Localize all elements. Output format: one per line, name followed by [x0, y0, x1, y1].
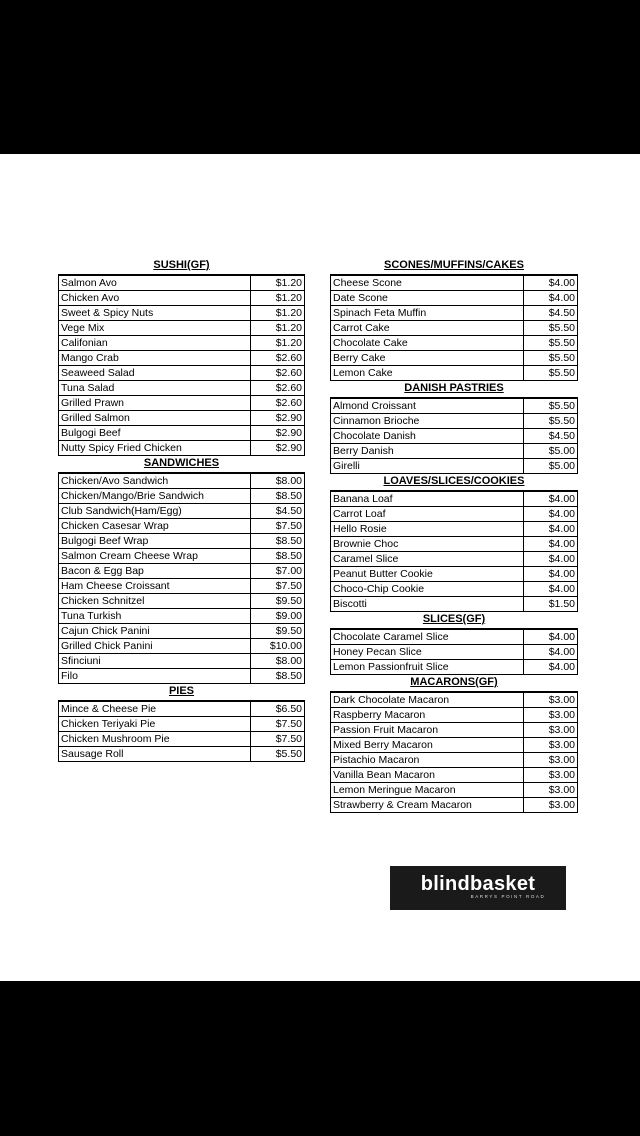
- item-name: Club Sandwich(Ham/Egg): [59, 504, 251, 519]
- menu-row: [331, 414, 578, 429]
- item-name: Sweet & Spicy Nuts: [59, 306, 251, 321]
- item-price: $9.50: [251, 624, 305, 639]
- item-price: $5.50: [524, 398, 578, 414]
- menu-row: [59, 747, 305, 762]
- item-name: Caramel Slice: [331, 552, 524, 567]
- item-price: $4.00: [524, 629, 578, 645]
- menu-row: [331, 597, 578, 612]
- item-name: Dark Chocolate Macaron: [331, 692, 524, 708]
- menu-row: [59, 717, 305, 732]
- item-name: Chicken/Mango/Brie Sandwich: [59, 489, 251, 504]
- item-name: Vege Mix: [59, 321, 251, 336]
- item-price: $4.00: [524, 567, 578, 582]
- item-price: $2.60: [251, 396, 305, 411]
- item-price: $4.00: [524, 491, 578, 507]
- menu-row: [59, 396, 305, 411]
- item-price: $2.90: [251, 441, 305, 456]
- menu-row: [59, 426, 305, 441]
- menu-row: [331, 582, 578, 597]
- menu-row: [59, 441, 305, 456]
- item-price: $3.00: [524, 708, 578, 723]
- menu-row: [59, 504, 305, 519]
- menu-row: [59, 701, 305, 717]
- item-name: Chicken Mushroom Pie: [59, 732, 251, 747]
- item-name: Pistachio Macaron: [331, 753, 524, 768]
- menu-row: [59, 321, 305, 336]
- item-price: $5.50: [524, 366, 578, 381]
- item-price: $4.50: [524, 429, 578, 444]
- menu-row: [331, 306, 578, 321]
- item-name: Hello Rosie: [331, 522, 524, 537]
- item-name: Strawberry & Cream Macaron: [331, 798, 524, 813]
- menu-row: [331, 783, 578, 798]
- menu-row: [331, 429, 578, 444]
- menu-column-right: [330, 258, 578, 813]
- item-name: Bulgogi Beef: [59, 426, 251, 441]
- item-name: Sausage Roll: [59, 747, 251, 762]
- item-price: $7.50: [251, 519, 305, 534]
- brand-logo: [390, 866, 566, 910]
- item-name: Berry Cake: [331, 351, 524, 366]
- item-price: $7.00: [251, 564, 305, 579]
- section-title-scones-muffins-cakes: SCONES/MUFFINS/CAKES: [384, 259, 524, 271]
- menu-table-loaves-slices-cookies: [330, 490, 578, 612]
- item-price: $9.00: [251, 609, 305, 624]
- item-name: Lemon Passionfruit Slice: [331, 660, 524, 675]
- item-name: Berry Danish: [331, 444, 524, 459]
- item-name: Cheese Scone: [331, 275, 524, 291]
- menu-row: [331, 336, 578, 351]
- menu-row: [59, 609, 305, 624]
- item-name: Chocolate Caramel Slice: [331, 629, 524, 645]
- section-title-loaves-slices-cookies: LOAVES/SLICES/COOKIES: [383, 475, 525, 487]
- item-name: Sfinciuni: [59, 654, 251, 669]
- item-price: $8.50: [251, 489, 305, 504]
- item-price: $1.50: [524, 597, 578, 612]
- item-price: $1.20: [251, 291, 305, 306]
- item-price: $8.50: [251, 534, 305, 549]
- item-name: Spinach Feta Muffin: [331, 306, 524, 321]
- menu-row: [59, 411, 305, 426]
- menu-row: [331, 798, 578, 813]
- menu-row: [331, 398, 578, 414]
- menu-row: [331, 552, 578, 567]
- section-title-sushi-gf: SUSHI(GF): [153, 259, 210, 271]
- item-price: $4.00: [524, 582, 578, 597]
- menu-row: [59, 489, 305, 504]
- item-price: $2.60: [251, 351, 305, 366]
- item-name: Grilled Chick Panini: [59, 639, 251, 654]
- item-price: $5.50: [524, 351, 578, 366]
- menu-row: [59, 654, 305, 669]
- section-title-macarons-gf: MACARONS(GF): [410, 676, 498, 688]
- item-price: $3.00: [524, 798, 578, 813]
- item-price: $5.00: [524, 444, 578, 459]
- menu-row: [331, 645, 578, 660]
- menu-row: [331, 567, 578, 582]
- item-name: Chicken Teriyaki Pie: [59, 717, 251, 732]
- item-name: Mince & Cheese Pie: [59, 701, 251, 717]
- item-name: Ham Cheese Croissant: [59, 579, 251, 594]
- menu-row: [59, 549, 305, 564]
- item-name: Biscotti: [331, 597, 524, 612]
- menu-row: [331, 768, 578, 783]
- item-name: Chicken/Avo Sandwich: [59, 473, 251, 489]
- item-price: $4.00: [524, 507, 578, 522]
- menu-row: [331, 507, 578, 522]
- menu-table-sushi-gf: [58, 274, 305, 456]
- item-price: $4.00: [524, 537, 578, 552]
- item-name: Carrot Loaf: [331, 507, 524, 522]
- menu-sheet: [0, 154, 640, 981]
- menu-row: [331, 444, 578, 459]
- menu-row: [59, 534, 305, 549]
- item-price: $3.00: [524, 783, 578, 798]
- item-price: $2.90: [251, 411, 305, 426]
- brand-tagline: BARRYS POINT ROAD: [470, 894, 546, 899]
- item-name: Bacon & Egg Bap: [59, 564, 251, 579]
- section-title-sandwiches: SANDWICHES: [143, 457, 220, 469]
- menu-row: [331, 537, 578, 552]
- menu-row: [59, 351, 305, 366]
- item-price: $1.20: [251, 275, 305, 291]
- item-price: $4.00: [524, 645, 578, 660]
- item-name: Chicken Schnitzel: [59, 594, 251, 609]
- item-name: Carrot Cake: [331, 321, 524, 336]
- item-name: Passion Fruit Macaron: [331, 723, 524, 738]
- item-name: Chicken Avo: [59, 291, 251, 306]
- item-name: Cajun Chick Panini: [59, 624, 251, 639]
- item-name: Peanut Butter Cookie: [331, 567, 524, 582]
- menu-table-scones-muffins-cakes: [330, 274, 578, 381]
- item-price: $4.00: [524, 522, 578, 537]
- menu-row: [59, 336, 305, 351]
- menu-row: [59, 669, 305, 684]
- item-price: $8.50: [251, 669, 305, 684]
- menu-row: [59, 594, 305, 609]
- item-price: $3.00: [524, 768, 578, 783]
- item-name: Raspberry Macaron: [331, 708, 524, 723]
- item-name: Almond Croissant: [331, 398, 524, 414]
- item-price: $9.50: [251, 594, 305, 609]
- item-name: Salmon Cream Cheese Wrap: [59, 549, 251, 564]
- item-price: $8.00: [251, 473, 305, 489]
- item-price: $3.00: [524, 692, 578, 708]
- item-name: Tuna Salad: [59, 381, 251, 396]
- item-name: Girelli: [331, 459, 524, 474]
- item-price: $10.00: [251, 639, 305, 654]
- menu-row: [331, 660, 578, 675]
- item-name: Lemon Meringue Macaron: [331, 783, 524, 798]
- menu-table-danish-pastries: [330, 397, 578, 474]
- item-name: Mixed Berry Macaron: [331, 738, 524, 753]
- menu-row: [331, 738, 578, 753]
- item-price: $4.00: [524, 552, 578, 567]
- item-name: Lemon Cake: [331, 366, 524, 381]
- item-name: Grilled Salmon: [59, 411, 251, 426]
- menu-row: [59, 579, 305, 594]
- menu-row: [59, 381, 305, 396]
- item-price: $2.60: [251, 381, 305, 396]
- menu-table-slices-gf: [330, 628, 578, 675]
- item-price: $4.50: [524, 306, 578, 321]
- menu-row: [59, 624, 305, 639]
- menu-row: [331, 522, 578, 537]
- menu-row: [331, 629, 578, 645]
- item-price: $4.00: [524, 660, 578, 675]
- item-price: $7.50: [251, 579, 305, 594]
- section-title-danish-pastries: DANISH PASTRIES: [404, 382, 504, 394]
- item-price: $7.50: [251, 717, 305, 732]
- menu-table-sandwiches: [58, 472, 305, 684]
- menu-row: [331, 753, 578, 768]
- item-price: $5.50: [524, 321, 578, 336]
- menu-row: [59, 732, 305, 747]
- menu-row: [59, 306, 305, 321]
- menu-row: [59, 639, 305, 654]
- item-name: Choco-Chip Cookie: [331, 582, 524, 597]
- menu-row: [331, 491, 578, 507]
- menu-row: [331, 321, 578, 336]
- item-name: Banana Loaf: [331, 491, 524, 507]
- item-price: $8.50: [251, 549, 305, 564]
- item-name: Califonian: [59, 336, 251, 351]
- item-name: Honey Pecan Slice: [331, 645, 524, 660]
- brand-name: blindbasket: [420, 873, 536, 895]
- item-name: Chicken Casesar Wrap: [59, 519, 251, 534]
- menu-table-macarons-gf: [330, 691, 578, 813]
- item-name: Seaweed Salad: [59, 366, 251, 381]
- menu-row: [331, 692, 578, 708]
- item-price: $3.00: [524, 723, 578, 738]
- item-name: Chocolate Danish: [331, 429, 524, 444]
- item-name: Date Scone: [331, 291, 524, 306]
- section-title-slices-gf: SLICES(GF): [422, 613, 486, 625]
- item-price: $5.50: [524, 336, 578, 351]
- item-price: $6.50: [251, 701, 305, 717]
- item-price: $4.00: [524, 275, 578, 291]
- item-price: $5.00: [524, 459, 578, 474]
- menu-row: [331, 351, 578, 366]
- item-price: $2.90: [251, 426, 305, 441]
- menu-row: [59, 291, 305, 306]
- item-name: Cinnamon Brioche: [331, 414, 524, 429]
- section-title-pies: PIES: [168, 685, 195, 697]
- item-price: $3.00: [524, 738, 578, 753]
- item-name: Tuna Turkish: [59, 609, 251, 624]
- menu-row: [59, 564, 305, 579]
- menu-row: [59, 519, 305, 534]
- item-price: $7.50: [251, 732, 305, 747]
- item-name: Chocolate Cake: [331, 336, 524, 351]
- menu-row: [331, 459, 578, 474]
- menu-row: [331, 275, 578, 291]
- item-price: $5.50: [251, 747, 305, 762]
- item-price: $4.00: [524, 291, 578, 306]
- item-price: $8.00: [251, 654, 305, 669]
- item-name: Filo: [59, 669, 251, 684]
- item-price: $4.50: [251, 504, 305, 519]
- item-price: $1.20: [251, 306, 305, 321]
- menu-row: [331, 708, 578, 723]
- item-name: Brownie Choc: [331, 537, 524, 552]
- item-price: $2.60: [251, 366, 305, 381]
- menu-row: [331, 291, 578, 306]
- menu-row: [59, 275, 305, 291]
- item-price: $1.20: [251, 336, 305, 351]
- menu-table-pies: [58, 700, 305, 762]
- item-price: $5.50: [524, 414, 578, 429]
- item-name: Nutty Spicy Fried Chicken: [59, 441, 251, 456]
- item-name: Mango Crab: [59, 351, 251, 366]
- menu-row: [331, 366, 578, 381]
- item-name: Vanilla Bean Macaron: [331, 768, 524, 783]
- menu-row: [59, 473, 305, 489]
- menu-row: [331, 723, 578, 738]
- item-price: $3.00: [524, 753, 578, 768]
- item-name: Bulgogi Beef Wrap: [59, 534, 251, 549]
- item-price: $1.20: [251, 321, 305, 336]
- item-name: Grilled Prawn: [59, 396, 251, 411]
- item-name: Salmon Avo: [59, 275, 251, 291]
- menu-column-left: [58, 258, 305, 762]
- menu-row: [59, 366, 305, 381]
